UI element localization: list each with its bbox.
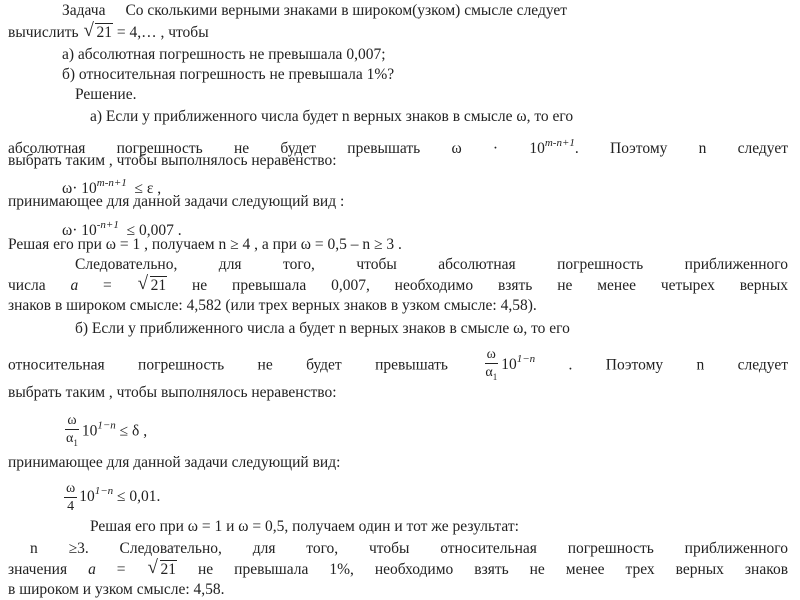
solution-b-line-3: выбрать таким , чтобы выполнялось неравенство: — [8, 384, 337, 401]
inequality-1: $\omega\cdot 10^{m-n+1} \le \varepsilon$ , — [62, 177, 162, 197]
task-text-1: Со сколькими верными знаками в широком(узком) смысле следует — [125, 2, 568, 19]
solution-b-line-8: в широком и узком смысле: 4,58. — [8, 581, 225, 598]
solution-b-line-4: принимающее для данной задачи следующий вид: — [8, 454, 341, 471]
task-heading: Задача — [62, 2, 106, 19]
solution-a-line-7: числа a = √ 21 не превышала 0,007, необходимо взять не менее четырех верных — [8, 273, 789, 294]
sqrt-21: √ 21 — [83, 20, 112, 41]
solution-b-line-6: n ≥3. Следовательно, для того, чтобы относительная погрешность приближенного — [30, 540, 788, 557]
solution-a-line-5: Решая его при ω = 1 , получаем n ≥ 4 , а при ω = 0,5 – n ≥ 3 . — [8, 236, 402, 253]
solution-b-line-7: значения a = √ 21 не превышала 1%, необходимо взять не менее трех верных знаков — [8, 557, 789, 578]
solution-a-line-2: абсолютная погрешность не будет превышать $\omega \cdot 10^{m-n+1}$. Поэтому n следует — [8, 137, 789, 157]
solution-a-line-3: выбрать таким , чтобы выполнялось неравенство: — [8, 152, 337, 169]
condition-a: а) абсолютная погрешность не превышала 0,007; — [62, 46, 386, 63]
fraction-omega-alpha: $\frac{\omega}{\alpha_1}$ — [485, 347, 498, 382]
task-line-1 — [8, 2, 788, 20]
condition-b: б) относительная погрешность не превышала 1%? — [62, 66, 395, 83]
task-line-2: вычислить √ 21 = 4,… , чтобы — [8, 20, 209, 41]
solution-b-line-2: относительная погрешность не будет превышать $\frac{\omega}{\alpha_1}$ $10^{1-n}$ . Поэтому n следует — [8, 346, 788, 386]
solution-a-line-4: принимающее для данной задачи следующий вид : — [8, 193, 345, 210]
solution-label: Решение. — [75, 86, 137, 103]
solution-a-line-8: знаков в широком смысле: 4,582 (или трех верных знаков в узком смысле: 4,58). — [8, 297, 537, 314]
inequality-2: $\omega\cdot 10^{-n+1} \le 0,007$ . — [62, 219, 182, 239]
exponent: m-n+1 — [544, 137, 575, 149]
solution-a-line-1: а) Если у приближенного числа будет n верных знаков в смысле ω, то его — [90, 108, 574, 125]
solution-b-line-1: б) Если у приближенного числа a будет n верных знаков в смысле ω, то его — [75, 320, 570, 337]
inequality-4: $\frac{\omega}{4}$ $10^{1-n} \le 0,01$. — [66, 481, 161, 514]
inequality-3: $\frac{\omega}{\alpha_1}$ $10^{1-n} \le \delta$ , — [66, 413, 148, 448]
solution-a-line-6: Следовательно, для того, чтобы абсолютная погрешность приближенного — [75, 256, 788, 273]
solution-b-line-5: Решая его при ω = 1 и ω = 0,5, получаем один и тот же результат: — [90, 518, 519, 535]
